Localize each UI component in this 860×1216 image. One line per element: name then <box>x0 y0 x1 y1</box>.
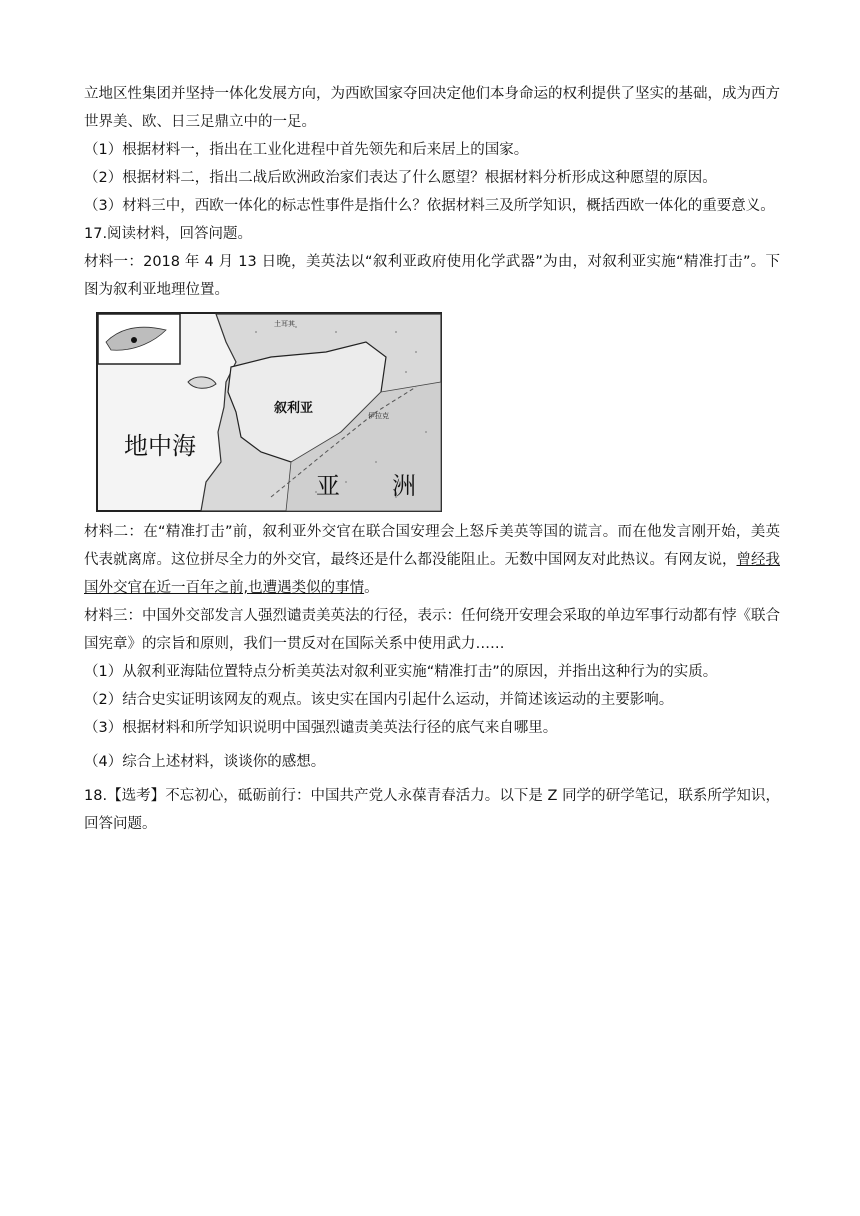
syria-map <box>96 312 442 512</box>
label-mediterranean: 地中海 <box>124 432 196 460</box>
q17-sub4: （4）综合上述材料，谈谈你的感想。 <box>84 754 326 770</box>
q17-sub2: （2）结合史实证明该网友的观点。该史实在国内引起什么运动，并简述该运动的主要影响。 <box>84 692 674 708</box>
inset-marker <box>131 337 137 343</box>
label-asia-1: 亚 <box>316 472 340 500</box>
label-asia-2: 洲 <box>392 472 416 500</box>
document-page <box>84 80 780 838</box>
q17-material2 <box>84 518 780 602</box>
material2-underlined: 曾经我国外交官在近一百年之前,也遭遇类似的事情 <box>84 552 780 596</box>
q16-sub2: （2）根据材料二，指出二战后欧洲政治家们表达了什么愿望？根据材料分析形成这种愿望的原因。 <box>84 170 717 186</box>
q18-text: 18.【选考】不忘初心，砥砺前行：中国共产党人永葆青春活力。以下是 Z 同学的研学笔记，联系所学知识，回答问题。 <box>84 788 780 832</box>
label-turkey: 土耳其 <box>274 320 295 328</box>
q17-material1: 材料一：2018 年 4 月 13 日晚，美英法以“叙利亚政府使用化学武器”为由，对叙利亚实施“精准打击”。下图为叙利亚地理位置。 <box>84 254 780 298</box>
material2-text: 材料二：在“精准打击”前，叙利亚外交官在联合国安理会上怒斥美英等国的谎言。而在他发言刚开始，美英代表就离席。这位拼尽全力的外交官，最终还是什么都没能阻止。无数中国网友对此热议。有网友说， <box>84 524 780 568</box>
label-iraq: 伊拉克 <box>368 412 389 420</box>
q17-sub1: （1）从叙利亚海陆位置特点分析美英法对叙利亚实施“精准打击”的原因，并指出这种行为的实质。 <box>84 664 718 680</box>
q16-sub3: （3）材料三中，西欧一体化的标志性事件是指什么？依据材料三及所学知识，概括西欧一体化的重要意义。 <box>84 198 775 214</box>
top-paragraph: 立地区性集团并坚持一体化发展方向，为西欧国家夺回决定他们本身命运的权利提供了坚实的基础，成为西方世界美、欧、日三足鼎立中的一足。 <box>84 86 780 130</box>
q17-heading: 17.阅读材料，回答问题。 <box>84 226 253 242</box>
material2-end: 。 <box>364 580 379 596</box>
q16-sub1: （1）根据材料一，指出在工业化进程中首先领先和后来居上的国家。 <box>84 142 529 158</box>
q17-material3: 材料三：中国外交部发言人强烈谴责美英法的行径，表示：任何绕开安理会采取的单边军事行动都有悖《联合国宪章》的宗旨和原则，我们一贯反对在国际关系中使用武力…… <box>84 608 780 652</box>
q17-sub3: （3）根据材料和所学知识说明中国强烈谴责美英法行径的底气来自哪里。 <box>84 720 558 736</box>
label-syria: 叙利亚 <box>274 401 314 416</box>
